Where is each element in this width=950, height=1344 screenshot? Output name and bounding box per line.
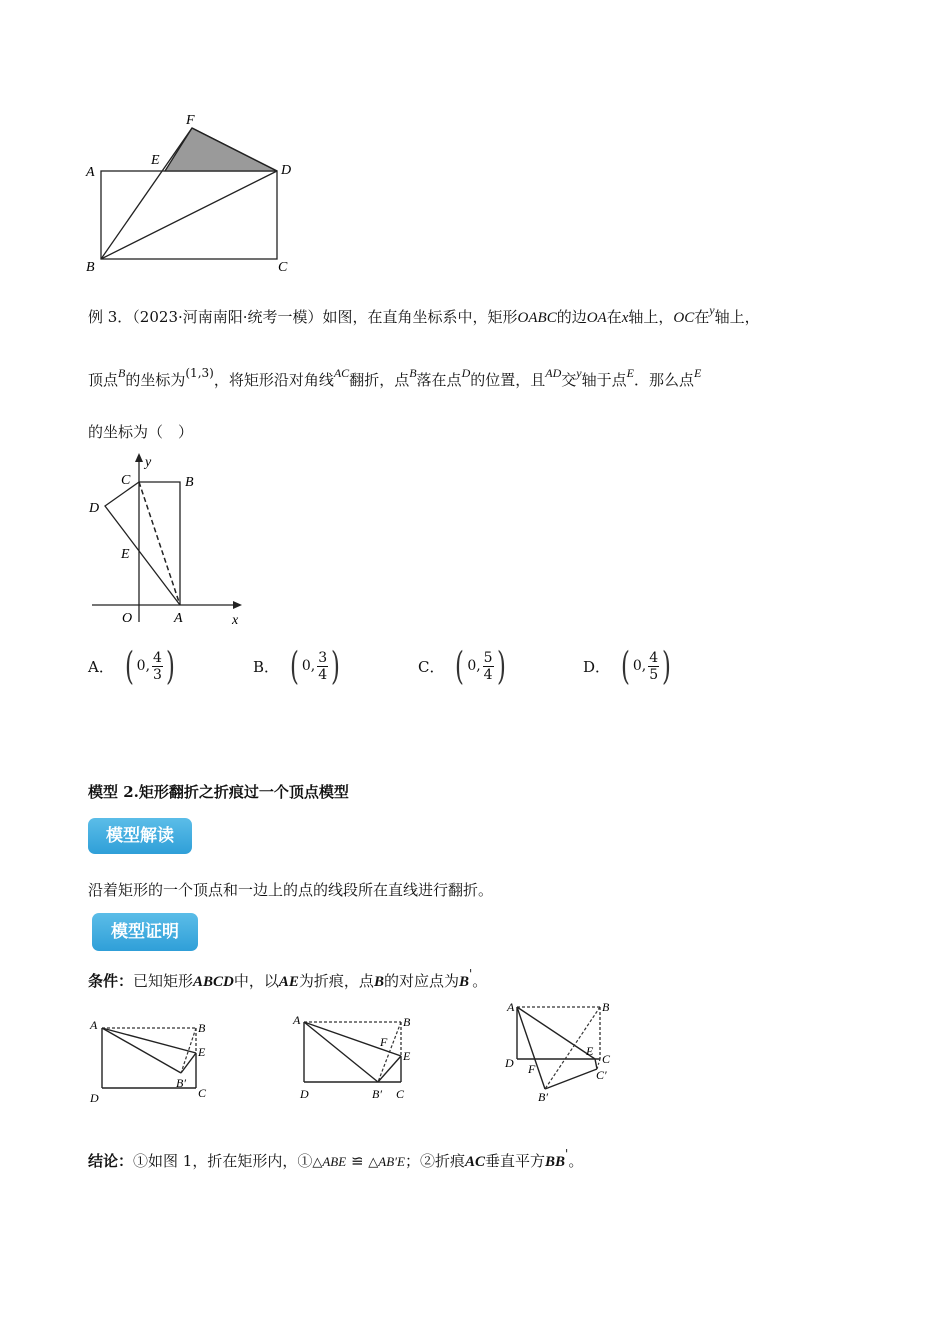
label-b-prime: B′ [176, 1076, 186, 1090]
figure-coordinate-fold [85, 450, 255, 630]
label-b: B [185, 475, 194, 490]
label-d: D [89, 501, 100, 516]
label-e: E [198, 1045, 206, 1059]
label-b: B [198, 1021, 206, 1035]
label-a: A [90, 1018, 98, 1032]
label-b: B [86, 260, 95, 275]
label-x: x [232, 613, 239, 628]
badge-model-reading: 模型解读 [88, 818, 192, 854]
example3-line1: 例 3．（2023·河南南阳·统考一模）如图，在直角坐标系中，矩形OABC的边OA在x轴上，OC在$^y$轴上， [88, 303, 760, 326]
label-b: B [602, 1000, 610, 1014]
model-figure-2 [290, 1010, 420, 1107]
model2-condition: 条件：已知矩形ABCD中，以AE为折痕，点B的对应点为B'。 [88, 967, 488, 990]
label-b-prime: B′ [372, 1087, 382, 1101]
label-c: C [396, 1087, 405, 1101]
x-axis-arrow [233, 601, 242, 609]
model2-heading: 模型 2.矩形翻折之折痕过一个顶点模型 [88, 783, 349, 801]
y-axis-arrow [135, 453, 143, 462]
figure-rect-fold [80, 105, 310, 280]
label-f: F [186, 113, 195, 128]
label-a: A [507, 1000, 515, 1014]
label-c: C [198, 1086, 207, 1100]
label-o: O [122, 611, 133, 626]
label-e: E [121, 547, 130, 562]
model-figure-3 [500, 997, 625, 1107]
badge-model-proof: 模型证明 [92, 913, 198, 951]
fold-b-prime-e [181, 1053, 196, 1073]
label-e: E [403, 1049, 411, 1063]
label-e: E [151, 153, 160, 168]
label-c: C [602, 1052, 611, 1066]
crease-ae [517, 1007, 595, 1059]
label-y: y [145, 455, 152, 470]
model-figure-1 [86, 1015, 216, 1107]
label-b-prime: B′ [538, 1090, 548, 1104]
label-d: D [300, 1087, 309, 1101]
fold-ab-prime [102, 1028, 181, 1073]
segment-bf [101, 128, 192, 259]
label-f: F [380, 1035, 388, 1049]
model2-conclusion: 结论：①如图 1，折在矩形内，①△ABE ≌ △AB′E；②折痕AC垂直平方BB'。 [88, 1147, 584, 1170]
label-c: C [121, 473, 131, 488]
label-d: D [505, 1056, 514, 1070]
choice-b[interactable]: B． ( 0, 3 4 ) [253, 644, 341, 688]
diagonal-ac [139, 482, 180, 605]
label-c-prime: C′ [596, 1068, 607, 1082]
crease-ae [102, 1028, 196, 1053]
label-e: E [586, 1044, 594, 1058]
label-a: A [174, 611, 183, 626]
label-d: D [281, 163, 292, 178]
shaded-triangle [165, 128, 277, 171]
label-c: C [278, 260, 288, 275]
model2-description: 沿着矩形的一个顶点和一边上的点的线段所在直线进行翻折。 [88, 881, 494, 899]
label-f: F [528, 1062, 536, 1076]
segment-bd [101, 171, 277, 259]
example3-line3: 的坐标为（ ） [88, 423, 194, 441]
label-a: A [86, 165, 95, 180]
example3-line2: 顶点$^B$的坐标为$^{(1,3)}$，将矩形沿对角线$^{AC}$翻折，点$^B$落在点$^D$的位置，且$^{AD}$交$^y$轴于点$^E$．那么点$^E$ [88, 366, 702, 389]
fold-b-prime-c-prime [545, 1069, 597, 1089]
choice-a[interactable]: A． ( 0, 4 3 ) [88, 644, 175, 688]
choice-d[interactable]: D． ( 0, 4 5 ) [583, 644, 672, 688]
label-a: A [293, 1013, 301, 1027]
choice-c[interactable]: C． ( 0, 5 4 ) [418, 644, 506, 688]
label-b: B [403, 1015, 411, 1029]
fold-ab-prime [517, 1007, 545, 1089]
fold-ab-prime [304, 1022, 378, 1082]
fold-b-prime-e [378, 1056, 401, 1082]
label-d: D [90, 1091, 99, 1105]
dash-bb-prime [378, 1022, 401, 1082]
folded-triangle [105, 482, 180, 605]
